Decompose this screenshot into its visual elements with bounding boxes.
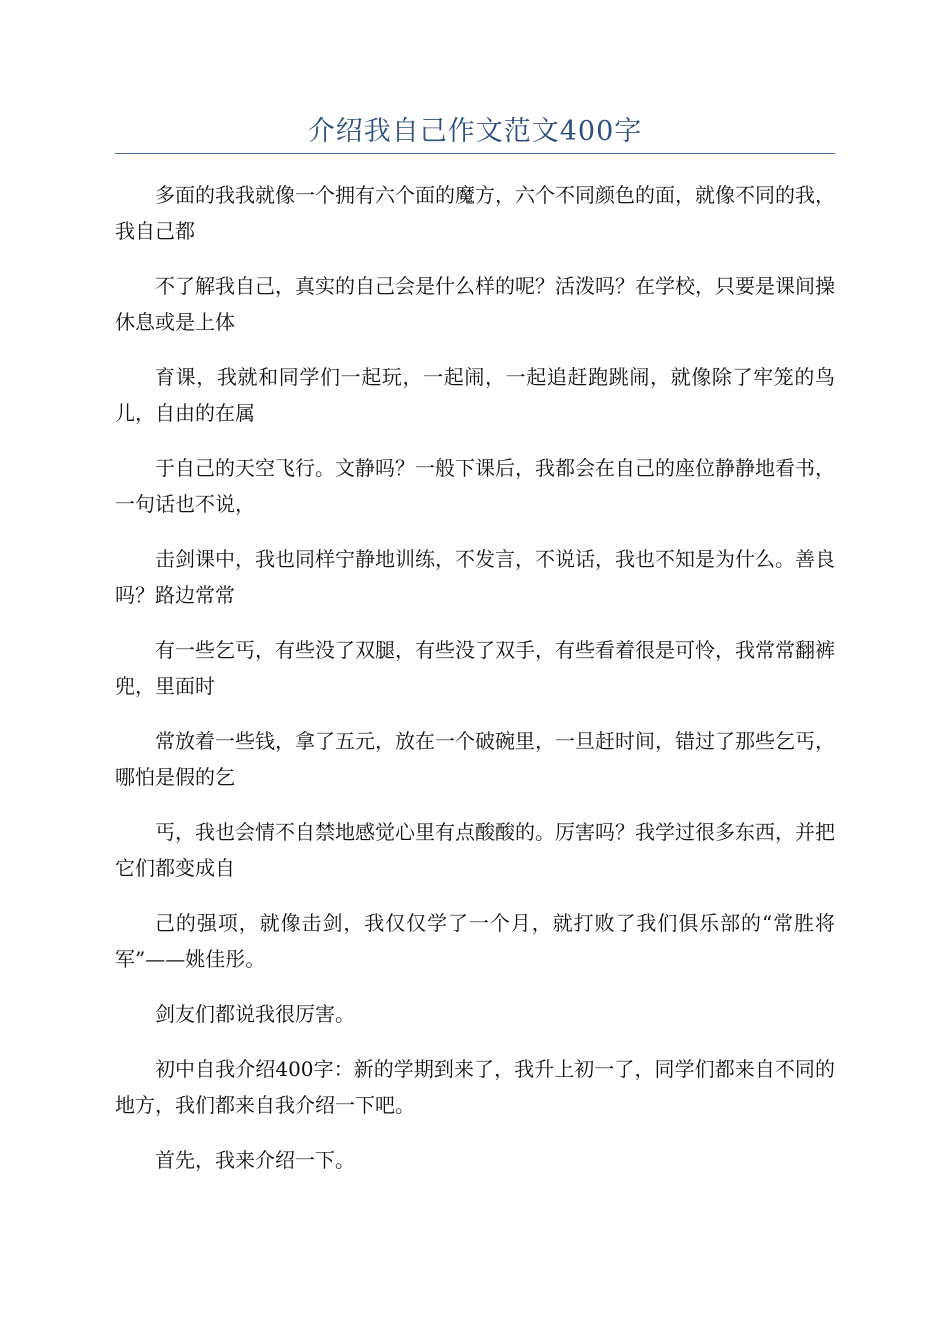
paragraph: 初中自我介绍400字：新的学期到来了，我升上初一了，同学们都来自不同的地方，我们都来自我介绍一下吧。: [115, 1057, 835, 1117]
paragraph: 育课，我就和同学们一起玩，一起闹，一起追赶跑跳闹，就像除了牢笼的鸟儿，自由的在属: [115, 365, 835, 425]
paragraph: 己的强项，就像击剑，我仅仅学了一个月，就打败了我们俱乐部的“常胜将军”——姚佳彤。: [115, 911, 835, 971]
title-underline: [115, 153, 835, 154]
paragraph: 击剑课中，我也同样宁静地训练，不发言，不说话，我也不知是为什么。善良吗？路边常常: [115, 547, 835, 607]
paragraph: 剑友们都说我很厉害。: [155, 1002, 355, 1026]
paragraph: 有一些乞丐，有些没了双腿，有些没了双手，有些看着很是可怜，我常常翻裤兜，里面时: [115, 638, 835, 698]
paragraph: 常放着一些钱，拿了五元，放在一个破碗里，一旦赶时间，错过了那些乞丐，哪怕是假的乞: [115, 729, 835, 789]
paragraph: 不了解我自己，真实的自己会是什么样的呢？活泼吗？在学校，只要是课间操休息或是上体: [115, 274, 835, 334]
page-title: 介绍我自己作文范文400字: [307, 116, 643, 147]
paragraph: 丐，我也会情不自禁地感觉心里有点酸酸的。厉害吗？我学过很多东西，并把它们都变成自: [115, 820, 835, 880]
paragraph: 多面的我我就像一个拥有六个面的魔方，六个不同颜色的面，就像不同的我，我自己都: [115, 183, 835, 243]
paragraph: 首先，我来介绍一下。: [155, 1148, 355, 1172]
document-body: [115, 177, 835, 1197]
paragraph: 于自己的天空飞行。文静吗？一般下课后，我都会在自己的座位静静地看书，一句话也不说，: [115, 456, 835, 516]
